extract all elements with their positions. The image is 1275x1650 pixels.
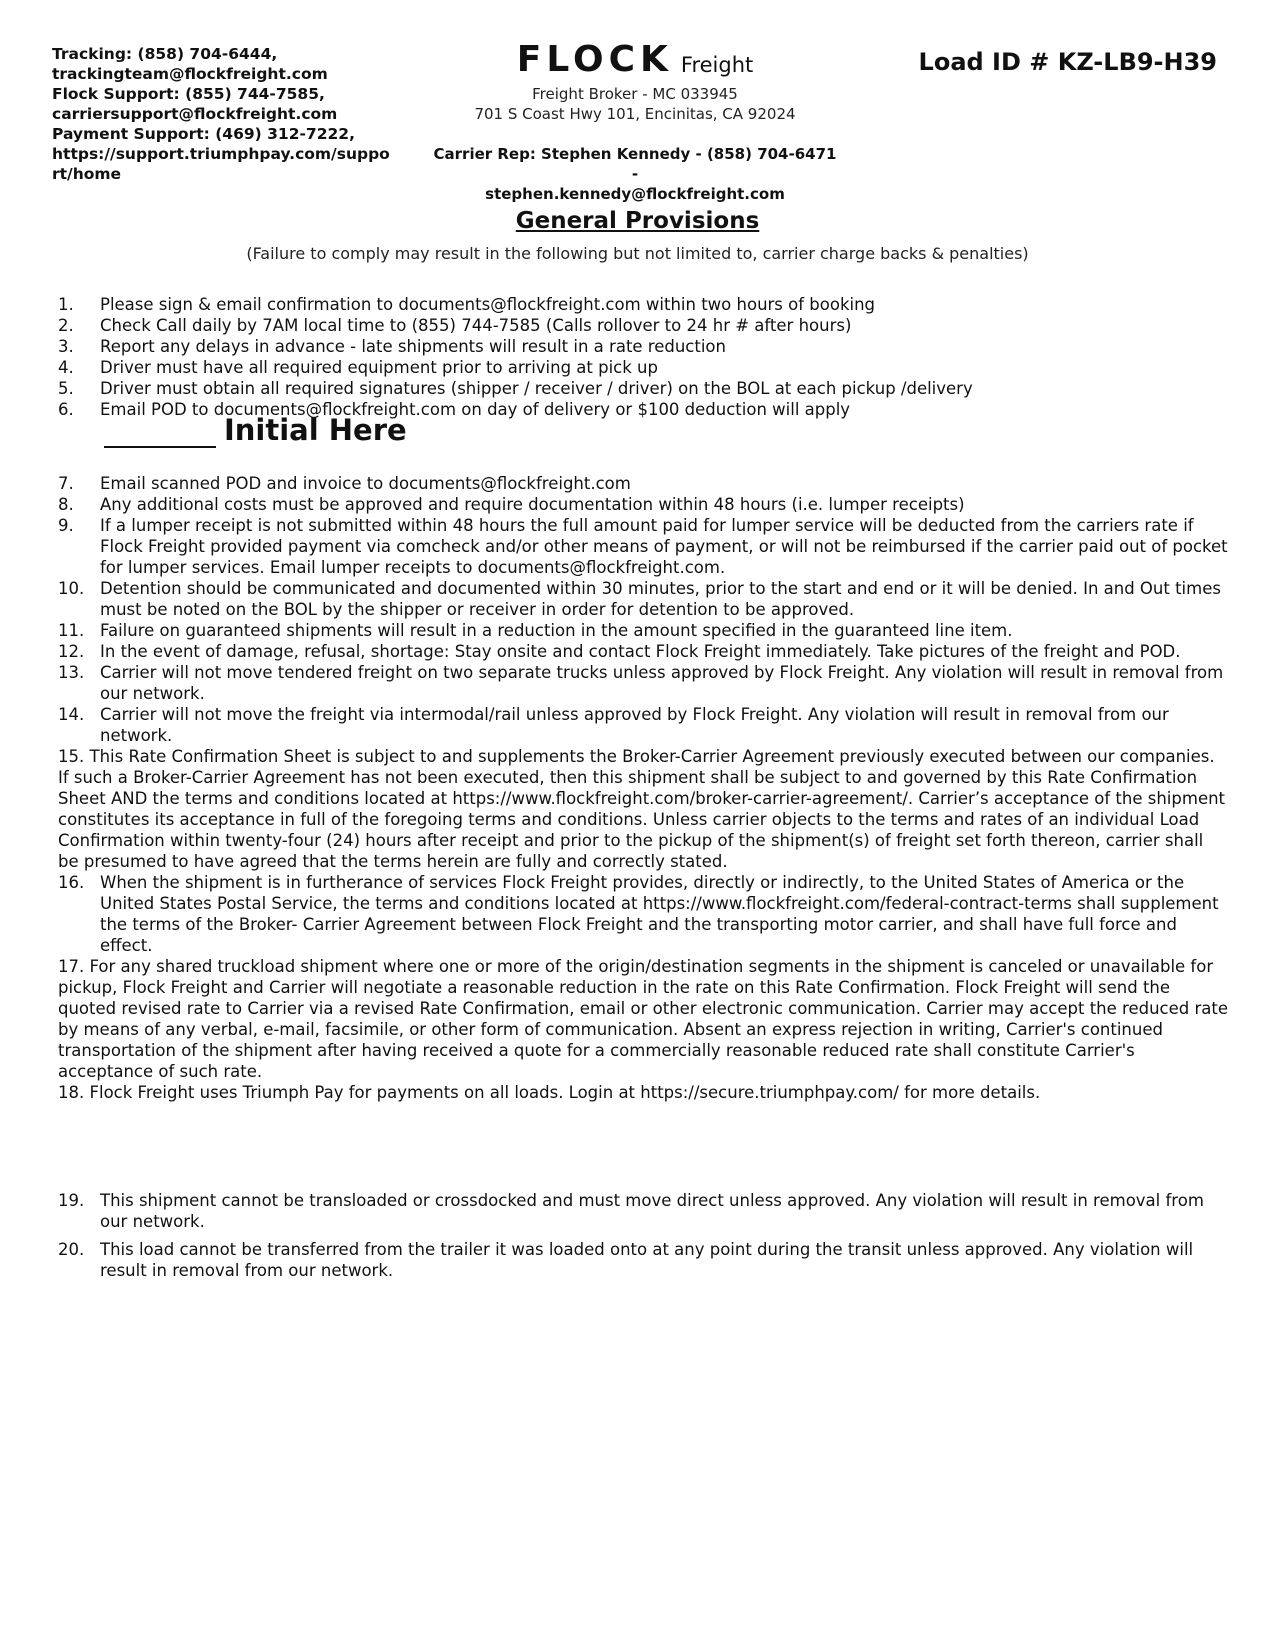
item-number: 14. bbox=[58, 705, 85, 724]
list-item bbox=[58, 1190, 1228, 1232]
list-item bbox=[58, 956, 1228, 1082]
list-item bbox=[58, 315, 1228, 336]
item-text: Carrier will not move the freight via intermodal/rail unless approved by Flock Freight. Any violation will result in removal from our network. bbox=[100, 705, 1169, 745]
item-number: 13. bbox=[58, 663, 85, 682]
item-number: 10. bbox=[58, 579, 85, 598]
tracking-phone: Tracking: (858) 704-6444, bbox=[52, 45, 278, 63]
item-text: Check Call daily by 7AM local time to (855) 744-7585 (Calls rollover to 24 hr # after hours) bbox=[100, 316, 852, 335]
broker-address: 701 S Coast Hwy 101, Encinitas, CA 92024 bbox=[474, 105, 796, 123]
item-text: Please sign & email confirmation to documents@flockfreight.com within two hours of booking bbox=[100, 295, 876, 314]
initial-field[interactable] bbox=[104, 416, 216, 448]
item-number: 4. bbox=[58, 358, 74, 377]
item-number: 9. bbox=[58, 516, 74, 535]
tracking-email[interactable]: trackingteam@flockfreight.com bbox=[52, 65, 328, 83]
payment-support-phone: Payment Support: (469) 312-7222, bbox=[52, 125, 355, 143]
brand-block bbox=[430, 40, 840, 204]
item-number: 7. bbox=[58, 474, 74, 493]
initial-here-label: Initial Here bbox=[224, 413, 407, 447]
item-text: This Rate Confirmation Sheet is subject to and supplements the Broker-Carrier Agreement previously executed between our companies. If such a Broker-Carrier Agreement has not been executed, then this shipment shall be subject to and governed by this Rate Confirmation Sheet AND the terms and conditions located at https://www.flockfreight.com/broker-carrier-agreement/. Carrier’s acceptance of the shipment constitutes its acceptance in full of the foregoing terms and conditions. Unless carrier objects to the terms and rates of an individual Load Confirmation within twenty-four (24) hours after receipt and prior to the pickup of the shipment(s) of freight set forth thereon, carrier shall be presumed to have agreed that the terms herein are fully and correctly stated. bbox=[58, 747, 1226, 871]
item-number: 19. bbox=[58, 1191, 85, 1210]
item-text: Failure on guaranteed shipments will result in a reduction in the amount specified in the guaranteed line item. bbox=[100, 621, 1013, 640]
provisions-list-a bbox=[58, 294, 1228, 420]
load-id: Load ID # KZ-LB9-H39 bbox=[918, 48, 1217, 76]
item-text: Driver must obtain all required signatures (shipper / receiver / driver) on the BOL at each pickup /delivery bbox=[100, 379, 973, 398]
item-number: 17. bbox=[58, 957, 85, 976]
list-item bbox=[58, 578, 1228, 620]
list-item bbox=[58, 1082, 1228, 1103]
provisions-note: (Failure to comply may result in the following but not limited to, carrier charge backs & penalties) bbox=[246, 244, 1029, 263]
carrier-support-email[interactable]: carriersupport@flockfreight.com bbox=[52, 105, 338, 123]
item-text: Email POD to documents@flockfreight.com on day of delivery or $100 deduction will apply bbox=[100, 400, 851, 419]
item-number: 5. bbox=[58, 379, 74, 398]
carrier-rep-line-1: Carrier Rep: Stephen Kennedy - (858) 704-6471 - bbox=[433, 145, 837, 183]
carrier-rep bbox=[430, 144, 840, 204]
item-text: This shipment cannot be transloaded or crossdocked and must move direct unless approved. Any violation will result in removal from our network. bbox=[100, 1191, 1204, 1231]
flock-freight-logo bbox=[430, 40, 840, 78]
item-text: Report any delays in advance - late shipments will result in a rate reduction bbox=[100, 337, 726, 356]
provisions-list-b bbox=[58, 473, 1228, 1103]
item-number: 16. bbox=[58, 873, 85, 892]
item-number: 1. bbox=[58, 295, 74, 314]
list-item bbox=[58, 746, 1228, 872]
item-text: Any additional costs must be approved and require documentation within 48 hours (i.e. lumper receipts) bbox=[100, 495, 965, 514]
flock-support-phone: Flock Support: (855) 744-7585, bbox=[52, 85, 325, 103]
item-text: For any shared truckload shipment where one or more of the origin/destination segments in the shipment is canceled or unavailable for pickup, Flock Freight and Carrier will negotiate a reasonable reduction in the rate on this Rate Confirmation. Flock Freight will send the quoted revised rate to Carrier via a revised Rate Confirmation, email or other electronic communication. Carrier may accept the reduced rate by means of any verbal, e-mail, facsimile, or other form of communication. Absent an express rejection in writing, Carrier's continued transportation of the shipment after having received a quote for a commercially reasonable reduced rate shall constitute Carrier's acceptance of such rate. bbox=[58, 957, 1228, 1081]
provisions-list-c bbox=[58, 1190, 1228, 1281]
item-text: Flock Freight uses Triumph Pay for payments on all loads. Login at https://secure.triumphpay.com/ for more details. bbox=[89, 1083, 1041, 1102]
payment-support-link[interactable]: https://support.triumphpay.com/support/home bbox=[52, 145, 390, 183]
logo-word: FLOCK bbox=[516, 39, 673, 80]
list-item bbox=[58, 494, 1228, 515]
list-item bbox=[58, 357, 1228, 378]
list-item bbox=[58, 294, 1228, 315]
logo-sub: Freight bbox=[680, 53, 754, 77]
list-item bbox=[58, 704, 1228, 746]
item-text: In the event of damage, refusal, shortage: Stay onsite and contact Flock Freight immediately. Take pictures of the freight and POD. bbox=[100, 642, 1181, 661]
item-number: 6. bbox=[58, 400, 74, 419]
item-number: 11. bbox=[58, 621, 85, 640]
list-item bbox=[58, 473, 1228, 494]
item-number: 8. bbox=[58, 495, 74, 514]
item-number: 18. bbox=[58, 1083, 85, 1102]
contact-info bbox=[52, 44, 397, 184]
list-item bbox=[58, 641, 1228, 662]
provisions-title: General Provisions bbox=[515, 208, 760, 234]
item-text: When the shipment is in furtherance of services Flock Freight provides, directly or indirectly, to the United States of America or the United States Postal Service, the terms and conditions located at https://www.flockfreight.com/federal-contract-terms shall supplement the terms of the Broker- Carrier Agreement between Flock Freight and the transporting motor carrier, and shall have full force and effect. bbox=[100, 873, 1219, 955]
list-item bbox=[58, 872, 1228, 956]
item-text: Detention should be communicated and documented within 30 minutes, prior to the start and end or it will be denied. In and Out times must be noted on the BOL by the shipper or receiver in order for detention to be approved. bbox=[100, 579, 1221, 619]
item-text: This load cannot be transferred from the trailer it was loaded onto at any point during the transit unless approved. Any violation will result in removal from our network. bbox=[100, 1240, 1194, 1280]
list-item bbox=[58, 378, 1228, 399]
item-text: If a lumper receipt is not submitted within 48 hours the full amount paid for lumper service will be deducted from the carriers rate if Flock Freight provided payment via comcheck and/or other means of payment, or will not be reimbursed if the carrier paid out of pocket for lumper services. Email lumper receipts to documents@flockfreight.com. bbox=[100, 516, 1228, 577]
item-number: 3. bbox=[58, 337, 74, 356]
list-item bbox=[58, 515, 1228, 578]
initial-here-block bbox=[104, 412, 407, 448]
item-text: Email scanned POD and invoice to documents@flockfreight.com bbox=[100, 474, 631, 493]
item-text: Driver must have all required equipment prior to arriving at pick up bbox=[100, 358, 658, 377]
item-number: 20. bbox=[58, 1240, 85, 1259]
item-number: 12. bbox=[58, 642, 85, 661]
list-item bbox=[58, 662, 1228, 704]
list-item bbox=[58, 336, 1228, 357]
item-number: 15. bbox=[58, 747, 85, 766]
item-number: 2. bbox=[58, 316, 74, 335]
list-item bbox=[58, 620, 1228, 641]
list-item bbox=[58, 1239, 1228, 1281]
item-text: Carrier will not move tendered freight on two separate trucks unless approved by Flock Freight. Any violation will result in removal from our network. bbox=[100, 663, 1224, 703]
carrier-rep-email[interactable]: stephen.kennedy@flockfreight.com bbox=[485, 185, 785, 203]
broker-mc-line: Freight Broker - MC 033945 bbox=[532, 85, 738, 103]
